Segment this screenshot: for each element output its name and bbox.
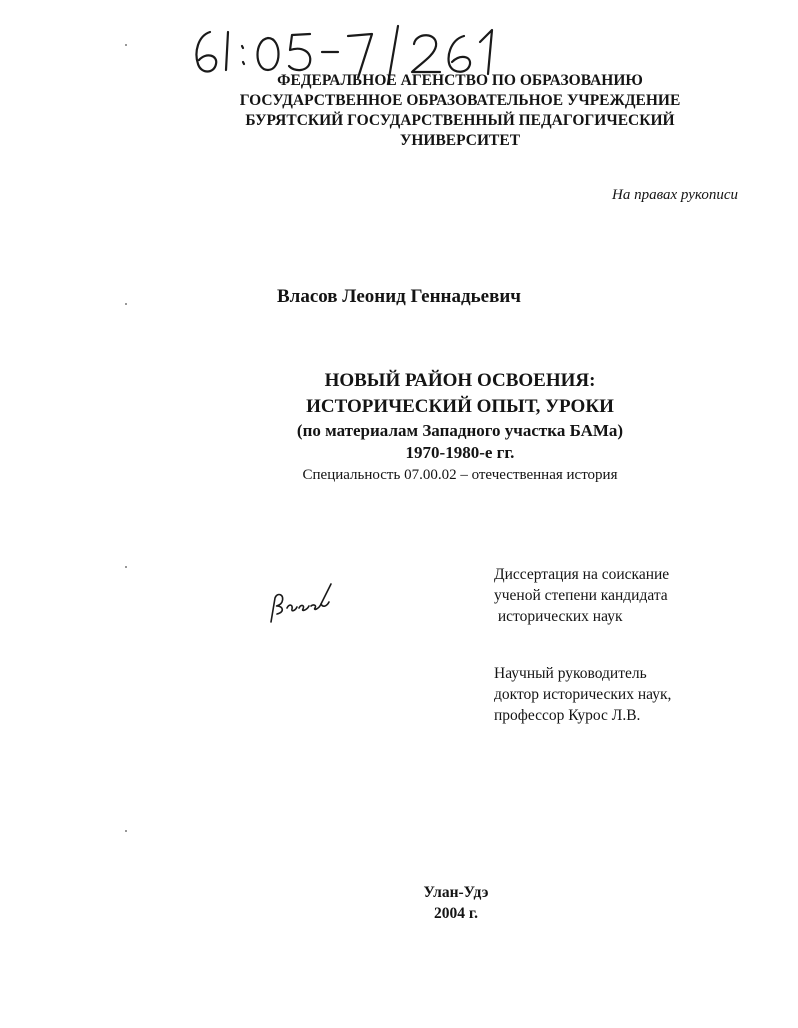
footer: [0, 882, 798, 932]
title-line: НОВЫЙ РАЙОН ОСВОЕНИЯ:: [324, 370, 596, 391]
scan-speck: [125, 303, 127, 305]
scan-speck: [125, 566, 127, 568]
header-line: УНИВЕРСИТЕТ: [399, 132, 521, 149]
specialty-line: Специальность 07.00.02 – отечественная история: [302, 467, 618, 483]
title-line: ИСТОРИЧЕСКИЙ ОПЫТ, УРОКИ: [306, 396, 614, 417]
manuscript-rights: На правах рукописи: [612, 187, 738, 203]
author-name: Власов Леонид Геннадьевич: [276, 286, 521, 307]
dissertation-degree: [494, 564, 669, 627]
scientific-supervisor: [494, 663, 671, 726]
header-line: БУРЯТСКИЙ ГОСУДАРСТВЕННЫЙ ПЕДАГОГИЧЕСКИЙ: [245, 112, 675, 129]
footer-text: [396, 882, 516, 924]
footer-city: Улан-Удэ: [423, 884, 489, 901]
supervisor-line: Научный руководитель: [494, 665, 647, 682]
author-signature: [265, 578, 345, 626]
title-period: 1970-1980-е гг.: [405, 443, 515, 462]
title-subtitle: (по материалам Западного участка БАМа): [296, 421, 624, 440]
dissertation-title: [200, 368, 720, 486]
scan-speck: [125, 44, 127, 46]
supervisor-line: доктор исторических наук,: [494, 686, 672, 703]
degree-line: исторических наук: [494, 608, 623, 625]
scan-speck: [125, 830, 127, 832]
degree-line: Диссертация на соискание: [494, 566, 670, 583]
footer-year: 2004 г.: [433, 905, 479, 922]
header-line: ФЕДЕРАЛЬНОЕ АГЕНСТВО ПО ОБРАЗОВАНИЮ: [277, 72, 643, 89]
institution-header: [200, 71, 720, 151]
degree-line: ученой степени кандидата: [494, 587, 668, 604]
supervisor-line: профессор Курос Л.В.: [494, 707, 641, 724]
header-line: ГОСУДАРСТВЕННОЕ ОБРАЗОВАТЕЛЬНОЕ УЧРЕЖДЕНИЕ: [239, 92, 681, 109]
